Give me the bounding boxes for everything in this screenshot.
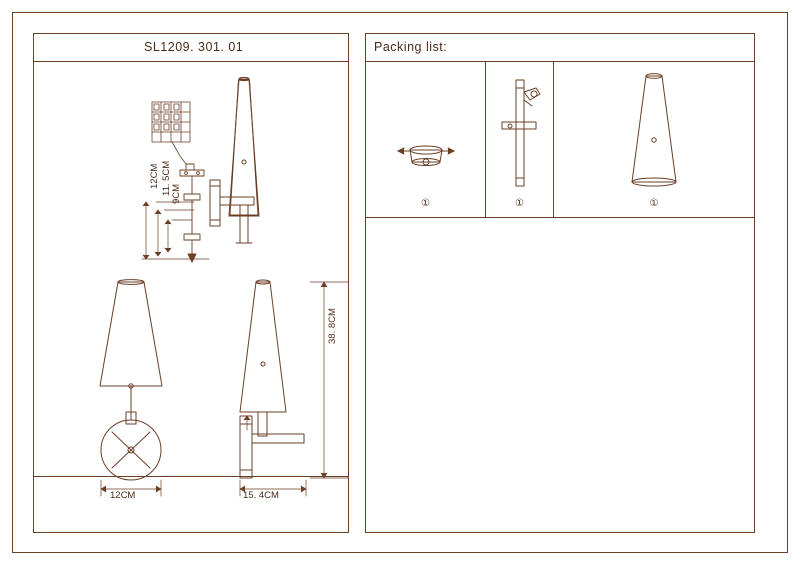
canopy-plate-icon [366,62,486,192]
packing-item-shade [554,62,754,217]
dimension-label-9cm: 9CM [171,183,182,204]
packing-item-canopy [366,62,486,217]
product-model-title: SL1209. 301. 01 [144,40,244,54]
dimension-label-projection: 15. 4CM [243,490,279,501]
dimension-label-overall-height: 38. 8CM [327,308,338,344]
dimension-label-11-5cm: 11. 5CM [161,160,172,196]
packing-item-bracket [486,62,554,217]
product-drawing-panel [33,33,349,533]
wall-bracket-icon [486,62,554,192]
packing-list-row [366,62,754,218]
packing-list-panel [365,33,755,533]
packing-qty-bracket: ① [515,198,524,209]
packing-list-title: Packing list: [374,40,448,54]
product-drawing-svg [34,34,348,532]
conical-lamp-shade-icon [554,62,754,192]
dimension-label-12cm-detail: 12CM [149,163,160,189]
packing-qty-canopy: ① [421,198,430,209]
dimension-label-base-width: 12CM [110,490,136,501]
packing-qty-shade: ① [649,198,659,209]
